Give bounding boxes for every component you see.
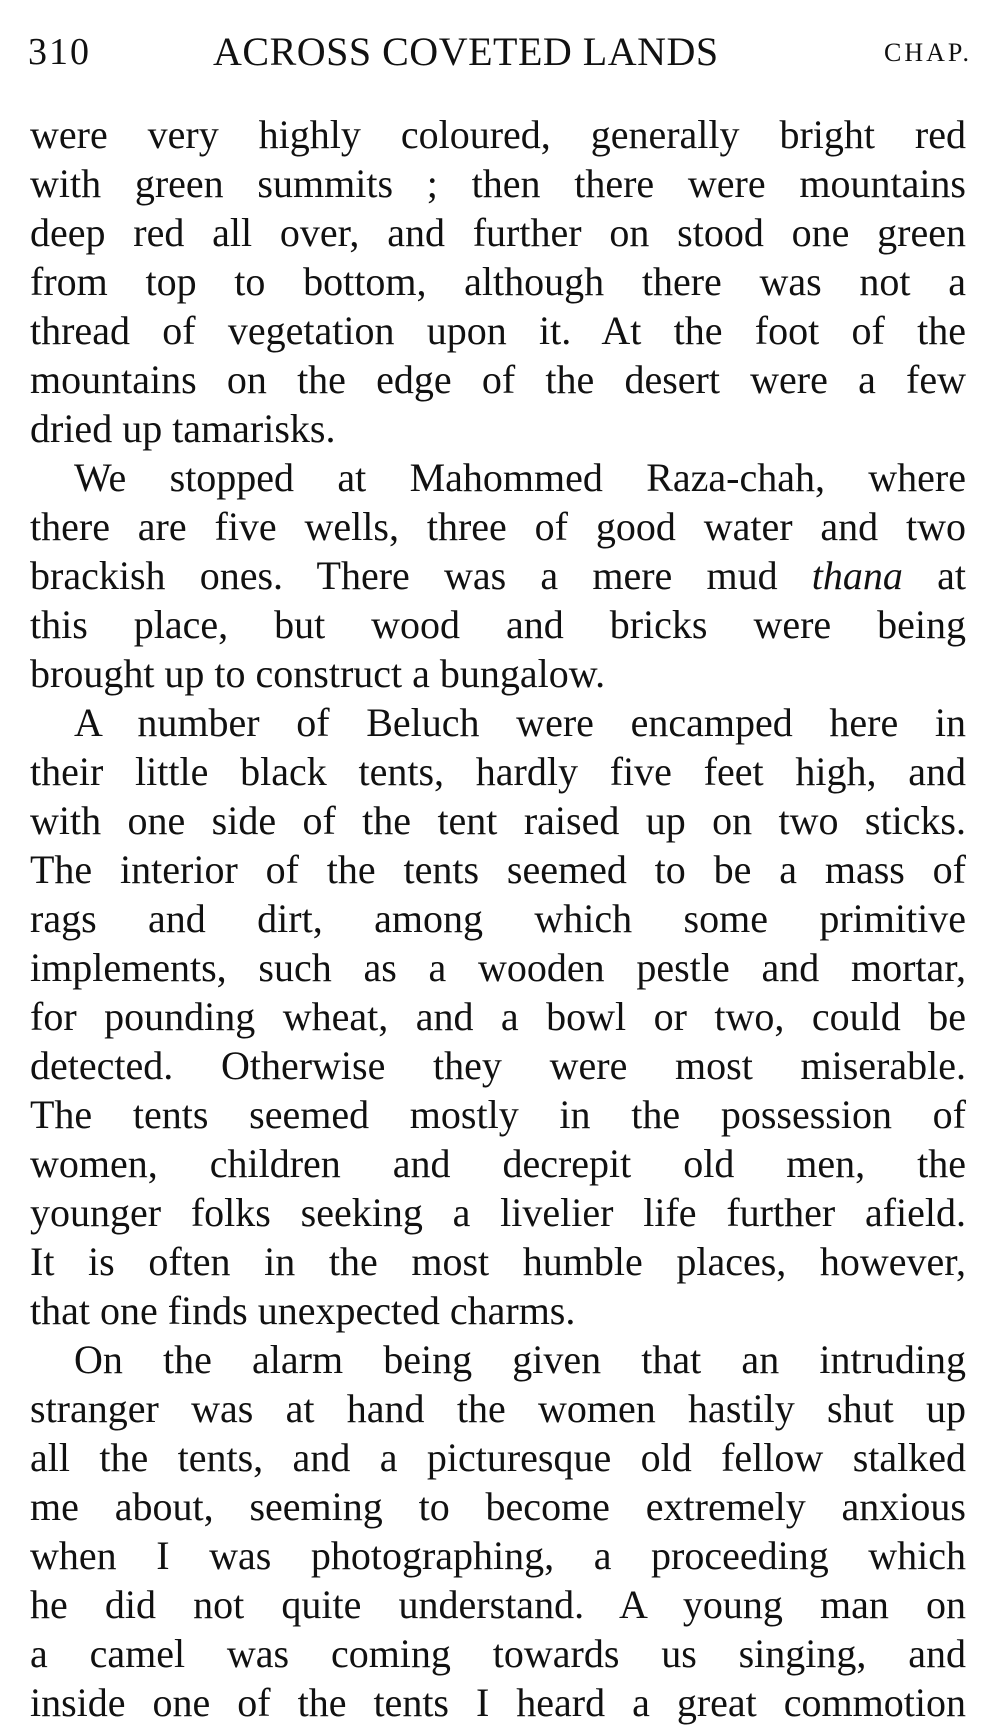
paragraph-2 [30, 453, 966, 698]
text-line: mountains on the edge of the desert were a few [30, 357, 966, 402]
text-line: there are five wells, three of good water and two [30, 504, 966, 549]
text-line: when I was photographing, a proceeding which [30, 1533, 966, 1578]
text-line: dried up tamarisks. [30, 406, 336, 451]
text-line: from top to bottom, although there was not a [30, 259, 966, 304]
text-line: deep red all over, and further on stood one green [30, 210, 966, 255]
text-fragment: brackish ones. There was a mere mud [30, 553, 812, 598]
text-line: that one finds unexpected charms. [30, 1288, 576, 1333]
text-line: were very highly coloured, generally bright red [30, 112, 966, 157]
text-line: On the alarm being given that an intruding [74, 1337, 966, 1382]
text-line: A number of Beluch were encamped here in [74, 700, 966, 745]
running-head [28, 24, 972, 74]
text-line: The interior of the tents seemed to be a mass of [30, 847, 966, 892]
text-line: brought up to construct a bungalow. [30, 651, 606, 696]
text-line: their little black tents, hardly five feet high, and [30, 749, 966, 794]
paragraph-1 [30, 110, 966, 453]
paragraph-4 [30, 1335, 966, 1727]
text-line: me about, seeming to become extremely anxious [30, 1484, 966, 1529]
chapter-label: CHAP. [884, 38, 972, 67]
text-line: with one side of the tent raised up on two sticks. [30, 798, 966, 843]
text-line: this place, but wood and bricks were being [30, 602, 966, 647]
text-line: younger folks seeking a livelier life further afield. [30, 1190, 966, 1235]
text-line: a camel was coming towards us singing, and [30, 1631, 966, 1676]
text-line: implements, such as a wooden pestle and mortar, [30, 945, 966, 990]
text-line: We stopped at Mahommed Raza-chah, where [74, 455, 966, 500]
text-line: detected. Otherwise they were most miserable. [30, 1043, 966, 1088]
text-line: inside one of the tents I heard a great commotion [30, 1680, 966, 1725]
text-line: for pounding wheat, and a bowl or two, could be [30, 994, 966, 1039]
text-line-with-italic [30, 551, 966, 600]
book-title: ACROSS COVETED LANDS [213, 29, 719, 74]
body-text [30, 110, 966, 1727]
text-line: with green summits ; then there were mountains [30, 161, 966, 206]
text-line: rags and dirt, among which some primitive [30, 896, 966, 941]
text-line: he did not quite understand. A young man on [30, 1582, 966, 1627]
text-line: It is often in the most humble places, however, [30, 1239, 966, 1284]
text-line: The tents seemed mostly in the possession of [30, 1092, 966, 1137]
text-fragment: at [902, 553, 966, 598]
text-line: stranger was at hand the women hastily shut up [30, 1386, 966, 1431]
paragraph-3 [30, 698, 966, 1335]
text-line: all the tents, and a picturesque old fellow stalked [30, 1435, 966, 1480]
page-number: 310 [28, 31, 91, 73]
text-line: thread of vegetation upon it. At the foot of the [30, 308, 966, 353]
italic-word: thana [811, 553, 903, 598]
text-line: women, children and decrepit old men, the [30, 1141, 966, 1186]
